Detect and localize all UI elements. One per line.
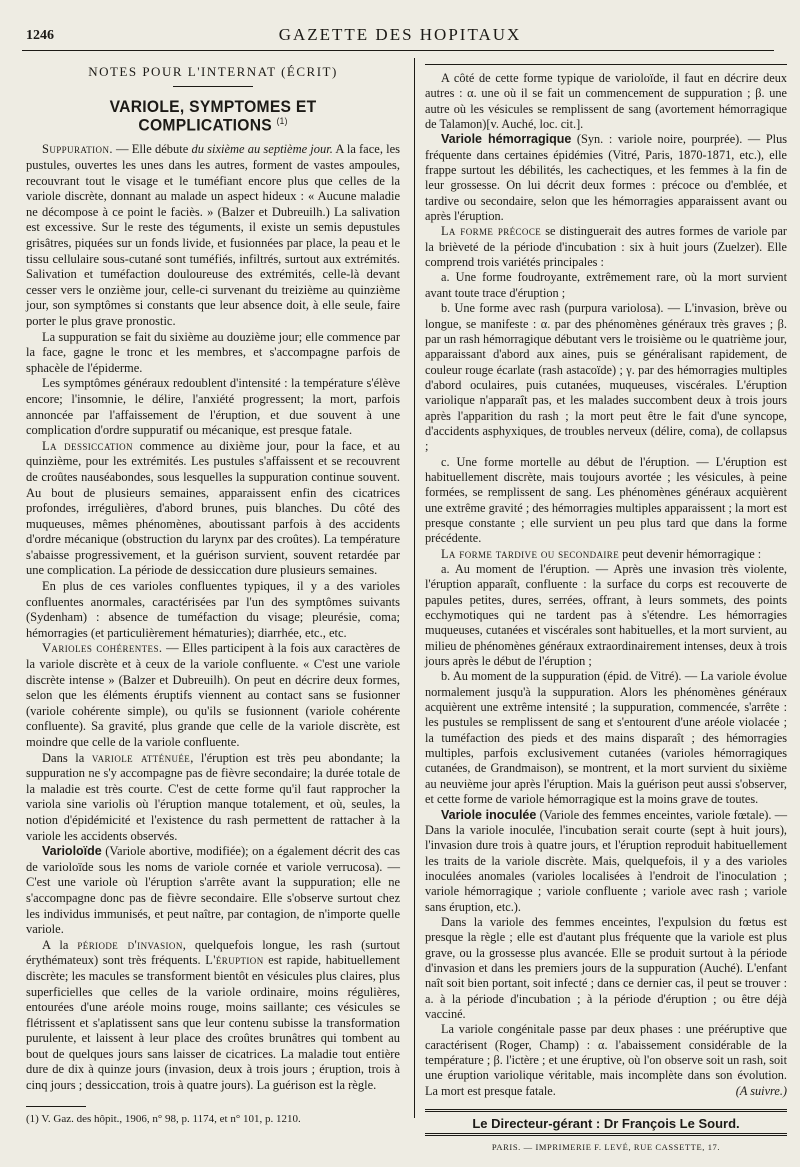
footnote-rule xyxy=(26,1106,86,1107)
running-head: GAZETTE DES HOPITAUX xyxy=(278,25,522,44)
paragraph-text: A la xyxy=(42,937,78,952)
director-line: Le Directeur-gérant : Dr François Le Sourd. xyxy=(472,1116,740,1132)
article-title xyxy=(41,96,385,135)
imprint-block xyxy=(425,1109,787,1156)
paragraph-text: se distinguerait des autres formes de variole par la brièveté de la période d'incubation : six à huit jours (Zuelzer). Elle comprend trois variétés principales : xyxy=(425,224,787,270)
paragraph-coherentes xyxy=(26,641,400,750)
section-rule xyxy=(173,86,253,87)
footnote: (1) V. Gaz. des hôpit., 1906, n° 98, p. 1174, et n° 101, p. 1210. xyxy=(26,1112,301,1125)
top-rule xyxy=(425,64,787,65)
paragraph: Les symptômes généraux redoublent d'intensité : la température s'élève encore; l'insomnie, le délire, l'anxiété progressent; la mort, parfois annoncée par l'affaissement de l'éruption, et due souvent à une complication d'ordre suppuratif ou mécanique, est presque fatale. xyxy=(26,376,400,438)
paragraph-hemorragique xyxy=(425,132,787,224)
paragraph-forme-precoce xyxy=(425,224,787,270)
paragraph-inoculee xyxy=(425,808,787,915)
page-header xyxy=(26,22,774,50)
paragraph-lead: La forme précoce xyxy=(441,224,542,239)
paragraph-text: A la face, les pustules, ouvertes les unes dans les autres, forment de vastes ampoules, recouvrant tout le visage et le tuméfiant encore plus que celles de la variole discrète, donnant au malade un aspect hideux : « Aucune maladie ne décompose à ce point le faciès. » (Balzer et Dubreuilh.) La salivation est excessive. Sur le reste des téguments, il existe un semis depustules grisâtres, piquées sur un fonds livide, et fusionnées par place, la peau et le tissu cellulaire sous-cutané sont tuméfiés, infiltrés, surtout aux extrémités. Salivation et tuméfaction douloureuse des extrémités, celle-là devant cesser vers le onzième jour, celle-ci survenant du treizième au quinzième jour, son symptômes si constants que leur absence doit, à elle seule, faire porter le plus grave pronostic. xyxy=(26,142,400,328)
paragraph-text: La variole congénitale passe par deux phases : une prééruptive que caractérisent (Roger, Champ) : α. l'abaissement considérable de la température ; β. l'ictère ; et une éruptive, où l'on observe soit un rash, soit une éruption variolique véritable, mais incomplète dans son évolution. La mort est presque fatale. xyxy=(425,1022,787,1098)
paragraph: En plus de ces varioles confluentes typiques, il y a des varioles confluentes anormales, caractérisées par l'un des symptômes suivants (Sydenham) : absence de tuméfaction du visage; pleurésie, coma; hémorragies (et particulièrement hématuries); diarrhée, etc., etc. xyxy=(26,579,400,640)
paragraph-attenuee xyxy=(26,751,400,845)
paragraph-text: peut devenir hémorragique : xyxy=(619,546,762,561)
page-number: 1246 xyxy=(26,28,54,43)
paragraph-lead: variole atténuée xyxy=(91,750,191,765)
header-rule xyxy=(22,50,774,51)
paragraph: a. Une forme foudroyante, extrêmement rare, où la mort survient avant toute trace d'éruption ; xyxy=(425,270,787,300)
printer-line: PARIS. — IMPRIMERIE F. LEVÉ, RUE CASSETTE, 17. xyxy=(491,1142,721,1153)
column-divider xyxy=(414,58,415,1118)
paragraph xyxy=(425,1022,787,1099)
left-column xyxy=(26,62,400,1126)
section-title: NOTES POUR L'INTERNAT (ÉCRIT) xyxy=(88,64,338,79)
paragraph-lead: Variole inoculée xyxy=(441,807,537,822)
paragraph-text: , quelquefois longue, les rash (surtout érythémateux) sont très fréquents. xyxy=(26,937,401,968)
paragraph: c. Une forme mortelle au début de l'éruption. — L'éruption est habituellement discrète, mais toujours avortée ; les vésicules, à peine formées, se remplissent de sang. Les phénomènes généraux acquièrent une extrême gravité ; des hémorragies multiples apparaissent ; la mort est presque constante ; elle survient un peu plus tard que dans la forme précédente. xyxy=(425,454,787,546)
paragraph-text: (Syn. : variole noire, pourprée). — Plus fréquente dans certaines épidémies (Vitré, Paris, 1870-1871, etc.), elle frappe surtout les débilités, les cachectiques, et les femmes à la fin de leur grossesse. On lui décrit deux formes : précoce ou d'emblée, et tardive ou secondaire, selon que les hémorragies apparaissent avant ou après l'éruption. xyxy=(425,132,788,224)
paragraph-lead: Varioloïde xyxy=(42,844,102,859)
paragraph-varioloide xyxy=(26,844,400,938)
right-column xyxy=(425,62,787,1156)
paragraph-invasion xyxy=(26,938,400,1094)
paragraph-lead: La forme tardive ou secondaire xyxy=(441,546,620,561)
double-rule xyxy=(425,1133,787,1136)
paragraph-dessiccation xyxy=(26,439,400,579)
paragraph: Dans la variole des femmes enceintes, l'expulsion du fœtus est presque la règle ; elle est d'autant plus fréquente que la variole est plus grave, ou la grossesse plus avancée. Elle se produit surtout à la période d'invasion et dans les premiers jours de la suppuration (Auché). L'enfant naît soit bien portant, soit infecté ; dans ce dernier cas, il peut se trouver : a. à la période d'incubation ; à la période d'éruption ; ou être déjà vacciné. xyxy=(425,914,787,1021)
paragraph-text: (Variole des femmes enceintes, variole fœtale). — Dans la variole inoculée, l'incubation serait courte (sept à huit jours), l'invasion dure trois à quatre jours, et l'éruption reproduit habituellement les traits de la variole discrète. Mais, quelquefois, il y a des varioles inoculées anomales (varioles localisées à l'endroit de l'inoculation ; variole hémorragique ; variole confluente ; variole avec rash ; variole sans éruption, etc.). xyxy=(425,807,787,914)
paragraph: b. Une forme avec rash (purpura variolosa). — L'invasion, brève ou longue, se manifeste : α. par des phénomènes généraux très graves ; β. par un rash hémorragique débutant vers le troisième ou le quatrième jour, apparaissant d'abord aux aines, puis se généralisant rapidement, de couleur rouge écarlate (rash astacoïde) ; γ. par des hémorragies multiples d'abord oculaires, puis cutanées, muqueuses, viscérales. L'éruption variolique n'apparaît pas, et les malades succombent deux à trois jours après l'apparition du rash ; la mort peut être le fait d'une syncope, d'accidents asphyxiques, de troubles nerveux (délire, coma), de collapsus ; xyxy=(425,301,787,454)
paragraph-text: Dans la xyxy=(42,750,92,765)
paragraph-italic: du sixième au septième jour. xyxy=(191,142,333,157)
paragraph: A côté de cette forme typique de varioloïde, il faut en décrire deux autres : α. une où il se fait un commencement de suppuration ; β. une autre où les vésicules se remplissent de sang (avortement hémorragique de Talamon)[v. Auché, loc. cit.]. xyxy=(425,71,787,132)
paragraph: a. Au moment de l'éruption. — Après une invasion très violente, l'éruption apparaît, confluente : la surface du corps est recouverte de papules petites, dures, serrées, offrant, à leurs sommets, des points ecchymotiques qui ne tardent pas à s'étendre. Les hémorragies muqueuses, cutanées et viscérales sont habituelles, et la mort survient, au milieu de phénomènes généraux extraordinairement intenses, deux à trois jours après le début de l'éruption ; xyxy=(425,562,787,669)
paragraph-suppuration xyxy=(26,142,400,329)
to-follow: (A suivre.) xyxy=(735,1083,787,1098)
paragraph-lead: L'éruption xyxy=(205,953,264,968)
article-title-text: VARIOLE, SYMPTOMES ET COMPLICATIONS xyxy=(109,96,317,135)
paragraph: b. Au moment de la suppuration (épid. de Vitré). — La variole évolue normalement jusqu'à la suppuration. Alors les phénomènes généraux acquièrent une extrême intensité ; la suppuration, commencée, s'arrête : les pustules se remplissent de sang et s'entourent d'une aréole violacée ; la tuméfaction des pieds et des mains disparaît ; des hémorragies multiples, parfois exclusivement cutanées (varioles hémorragiques cutanées, de Grandmaison), se montrent, et la mort survient du sixième au neuvième jour après l'éruption. Mais la guérison peut aussi s'observer, et cette forme de variole hémorragique est la moins grave de toutes. xyxy=(425,669,787,807)
paragraph-lead: La dessiccation xyxy=(42,438,133,453)
paragraph-text: (Variole abortive, modifiée); on a également décrit des cas de varioloïde sous les noms de variole cornée et variole verrucosa). — C'est une variole où l'éruption s'arrête avant la suppuration; elle ne s'accompagne donc pas de fièvre secondaire. Elle s'observe surtout chez les individus immunisés, et peut naître, par contagion, de n'importe quelle variole. xyxy=(26,844,400,937)
paragraph-lead: période d'invasion xyxy=(77,937,183,952)
paragraph-lead: Varioles cohérentes. xyxy=(42,641,163,656)
paragraph: La suppuration se fait du sixième au douzième jour; elle commence par la face, gagne le tronc et les membres, et s'accompagne parfois de sphacèle de l'épiderme. xyxy=(26,329,400,375)
double-rule xyxy=(425,1109,787,1112)
paragraph-forme-tardive xyxy=(425,547,787,562)
paragraph-lead: Suppuration. xyxy=(42,142,113,157)
paragraph-text: — Elles participent à la fois aux caractères de la variole discrète et à ceux de la variole confluente. « C'est une variole discrète intense » (Balzer et Dubreuilh). On peut en décrire deux formes, selon que les éléments éruptifs viennent au contact sans se fusionner (variole cohérente simple), ou qu'ils se fusionnent (variole cohérente confluente). Sa gravité, plus grande que celle de la variole discrète, est moindre que celle de la variole confluente. xyxy=(26,641,401,749)
paragraph-text: commence au dixième jour, pour la face, et au quinzième, pour les extrémités. Les pustules s'affaissent et se recouvrent de croûtes nauséabondes, sous lesquelles la suppuration continue souvent. Au bout de plusieurs semaines, apparaissent enfin des cicatrices profondes, irrégulières, d'abord brunes, puis blanches. Du côté des muqueuses, mêmes phénomènes, aboutissant parfois à des accidents d'ordre mécanique (obstruction du larynx par des croûtes). La température s'abaisse progressivement, et la guérison survient, souvent retardée par une complication. La période de dessiccation dure plusieurs semaines. xyxy=(26,438,400,578)
paragraph-text: — Elle débute xyxy=(112,142,192,157)
paragraph-text: , l'éruption est très peu abondante; la suppuration ne s'y accompagne pas de fièvre secondaire; la durée totale de la maladie est très courte. C'est de cette forme qu'il faut rapprocher la variola sine variolis où l'éruption manque totalement, et où, seules, la notion d'épidémicité et l'existence du rash permettent de rattacher à la variole les accidents observés. xyxy=(26,750,400,843)
paragraph-text: est rapide, habituellement discrète; les macules se transforment bientôt en vésicules plus claires, plus superficielles que celles de la variole ordinaire, moins régulières, entourées d'une aréole moins rouge, moins saillante; ces vésicules se flétrissent et s'aplatissent sans que leur contenu subisse la transformation purulente, et laissent à leur place des croûtes brunâtres qui tombent au bout de quelques jours sans laisser de cicatrices. La maladie tout entière dure de dix à quinze jours (invasion, deux à trois jours ; éruption, trois à cinq jours ; dessiccation, trois à quatre jours). La guérison est la règle. xyxy=(26,953,400,1093)
paragraph-lead: Variole hémorragique xyxy=(441,132,572,147)
footnote-mark: (1) xyxy=(276,116,288,127)
